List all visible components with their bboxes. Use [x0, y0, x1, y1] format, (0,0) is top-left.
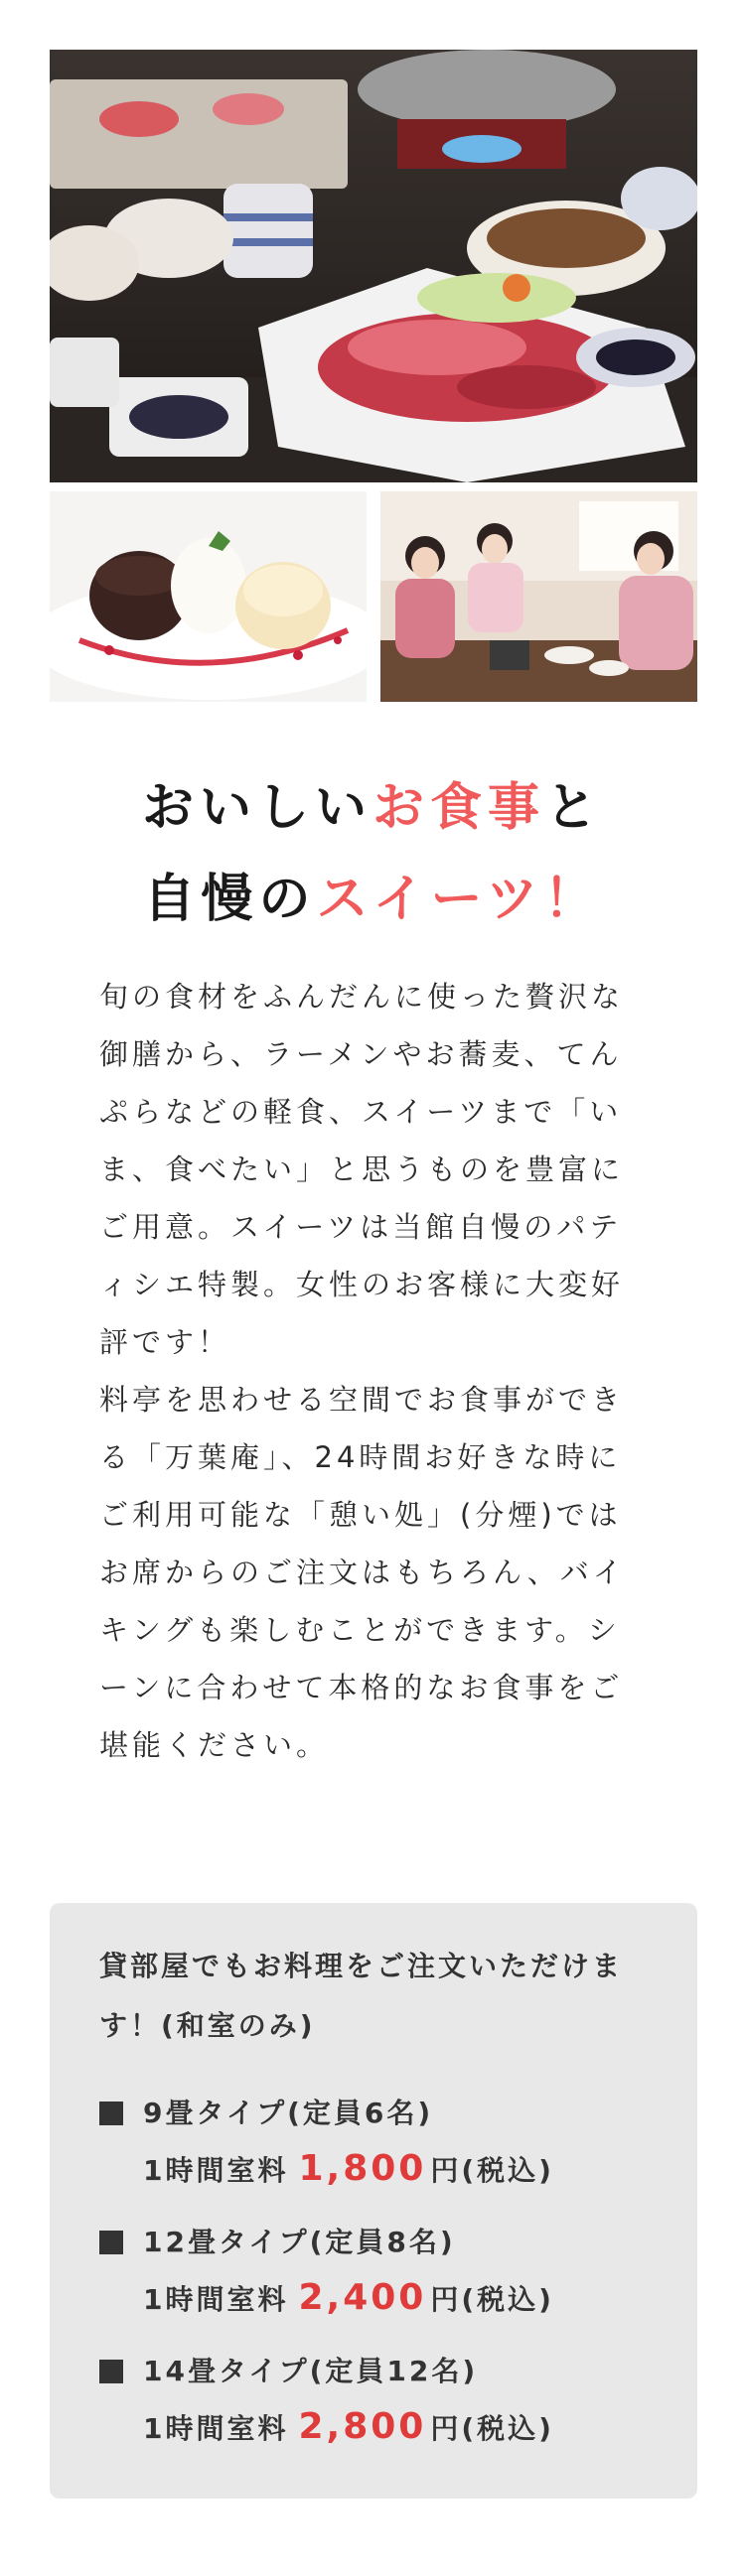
- info-box-title: 貸部屋でもお料理をご注文いただけます！(和室のみ): [99, 1950, 624, 2042]
- room-plan-name: 14畳タイプ(定員12名): [143, 2355, 479, 2387]
- room-plan-label: 1時間室料: [143, 2412, 289, 2445]
- page-title: [0, 762, 745, 945]
- room-plan-list: [99, 2086, 648, 2457]
- description-paragraph-2: 料亭を思わせる空間でお食事ができる「万葉庵」、24時間お好きな時にご利用可能な「憩い処」(分煙)ではお席からのご注文はもちろん、バイキングも楽しむことができます。シーンに合わせて本格的なお食事をご堪能ください。: [99, 1383, 626, 1762]
- room-plan: [99, 2086, 648, 2199]
- description-paragraph-1: 旬の食材をふんだんに使った贅沢な御膳から、ラーメンやお蕎麦、てんぷらなどの軽食、スイーツまで「いま、食べたい」と思うものを豊富にご用意。スイーツは当館自慢のパティシエ特製。女性のお客様に大変好評です！: [99, 980, 625, 1359]
- diners-photo: [380, 491, 697, 702]
- square-bullet-icon: [99, 2101, 123, 2125]
- meal-photo: [50, 50, 697, 482]
- room-plan: [99, 2344, 648, 2457]
- room-plan-name: 12畳タイプ(定員8名): [143, 2226, 456, 2258]
- room-plan-price: 2,800: [298, 2406, 427, 2447]
- title-line-1: おいしいお食事と: [141, 778, 604, 838]
- title-accent-sweets: スイーツ！: [316, 870, 602, 929]
- description: [99, 968, 652, 1774]
- square-bullet-icon: [99, 2231, 123, 2254]
- dessert-photo: [50, 491, 367, 702]
- room-rental-info-box: [50, 1903, 697, 2499]
- square-bullet-icon: [99, 2360, 123, 2383]
- room-plan-unit: 円(税込): [430, 2154, 554, 2187]
- room-plan-label: 1時間室料: [143, 2283, 289, 2316]
- room-plan: [99, 2215, 648, 2328]
- room-plan-name: 9畳タイプ(定員6名): [143, 2097, 434, 2129]
- room-plan-price: 2,400: [298, 2277, 427, 2318]
- title-accent-meal: お食事: [372, 778, 545, 838]
- room-plan-unit: 円(税込): [430, 2283, 554, 2316]
- title-line-2: 自慢のスイーツ！: [143, 870, 602, 929]
- room-plan-label: 1時間室料: [143, 2154, 289, 2187]
- room-plan-unit: 円(税込): [430, 2412, 554, 2445]
- room-plan-price: 1,800: [298, 2148, 427, 2189]
